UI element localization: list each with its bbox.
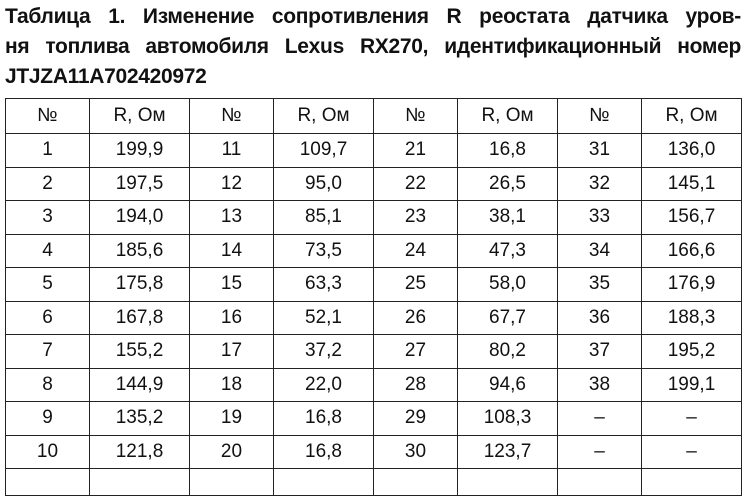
cell-resistance: 63,3	[274, 268, 374, 302]
cell-number: 7	[6, 335, 90, 369]
table-caption	[5, 2, 741, 92]
cell-resistance: 185,6	[90, 234, 190, 268]
table-row	[6, 435, 742, 469]
cell-number: 18	[190, 368, 274, 402]
cell-resistance: 58,0	[458, 268, 558, 302]
empty-cell	[458, 469, 558, 496]
cell-resistance: 167,8	[90, 301, 190, 335]
table-row	[6, 167, 742, 201]
cell-number: 19	[190, 402, 274, 436]
cell-resistance: 26,5	[458, 167, 558, 201]
cell-number: 15	[190, 268, 274, 302]
cell-resistance: 16,8	[458, 134, 558, 168]
cell-number: 3	[6, 201, 90, 235]
table-header-row	[6, 99, 742, 134]
cell-number: 38	[558, 368, 642, 402]
empty-cell	[90, 469, 190, 496]
cell-number: 22	[374, 167, 458, 201]
cell-resistance: 121,8	[90, 435, 190, 469]
cell-resistance: 175,8	[90, 268, 190, 302]
cell-resistance: 197,5	[90, 167, 190, 201]
cell-number: 12	[190, 167, 274, 201]
cell-number: 26	[374, 301, 458, 335]
cell-number: 11	[190, 134, 274, 168]
cell-number: 31	[558, 134, 642, 168]
caption-line-2: ня топлива автомобиля Lexus RX270, идентификационный номер	[5, 35, 741, 58]
cell-resistance: 194,0	[90, 201, 190, 235]
cell-number: 9	[6, 402, 90, 436]
cell-number: 23	[374, 201, 458, 235]
caption-line-1: Таблица 1. Изменение сопротивления R реостата датчика уров-	[5, 5, 741, 28]
cell-number: 36	[558, 301, 642, 335]
header-resistance: R, Ом	[90, 99, 190, 134]
cell-number: 25	[374, 268, 458, 302]
cell-number: 33	[558, 201, 642, 235]
cell-resistance: 199,1	[642, 368, 742, 402]
header-number: №	[374, 99, 458, 134]
empty-cell	[558, 469, 642, 496]
cell-resistance: 136,0	[642, 134, 742, 168]
cell-resistance: 135,2	[90, 402, 190, 436]
cell-resistance: 37,2	[274, 335, 374, 369]
header-number: №	[190, 99, 274, 134]
cell-number: 1	[6, 134, 90, 168]
cell-number: 16	[190, 301, 274, 335]
cell-resistance: 176,9	[642, 268, 742, 302]
table-empty-row	[6, 469, 742, 496]
cell-number: –	[558, 402, 642, 436]
cell-resistance: 80,2	[458, 335, 558, 369]
cell-number: 34	[558, 234, 642, 268]
table-row	[6, 134, 742, 168]
cell-resistance: 144,9	[90, 368, 190, 402]
cell-resistance: –	[642, 435, 742, 469]
table-row	[6, 268, 742, 302]
empty-cell	[6, 469, 90, 496]
resistance-table-container	[5, 98, 741, 496]
cell-number: 10	[6, 435, 90, 469]
cell-resistance: 188,3	[642, 301, 742, 335]
table-row	[6, 301, 742, 335]
cell-resistance: 16,8	[274, 402, 374, 436]
cell-resistance: 199,9	[90, 134, 190, 168]
table-row	[6, 234, 742, 268]
cell-resistance: 47,3	[458, 234, 558, 268]
table-row	[6, 335, 742, 369]
cell-resistance: 166,6	[642, 234, 742, 268]
table-row	[6, 201, 742, 235]
cell-resistance: 16,8	[274, 435, 374, 469]
cell-resistance: 145,1	[642, 167, 742, 201]
resistance-table	[5, 98, 742, 496]
header-number: №	[558, 99, 642, 134]
cell-number: 13	[190, 201, 274, 235]
cell-number: 32	[558, 167, 642, 201]
cell-number: 29	[374, 402, 458, 436]
cell-number: –	[558, 435, 642, 469]
cell-resistance: 52,1	[274, 301, 374, 335]
cell-resistance: 156,7	[642, 201, 742, 235]
cell-resistance: 22,0	[274, 368, 374, 402]
empty-cell	[374, 469, 458, 496]
cell-number: 2	[6, 167, 90, 201]
header-resistance: R, Ом	[458, 99, 558, 134]
cell-resistance: 109,7	[274, 134, 374, 168]
table-row	[6, 368, 742, 402]
cell-resistance: 67,7	[458, 301, 558, 335]
empty-cell	[190, 469, 274, 496]
cell-number: 4	[6, 234, 90, 268]
table-body	[6, 134, 742, 496]
cell-number: 24	[374, 234, 458, 268]
cell-resistance: 95,0	[274, 167, 374, 201]
cell-resistance: 94,6	[458, 368, 558, 402]
cell-number: 8	[6, 368, 90, 402]
empty-cell	[642, 469, 742, 496]
cell-number: 6	[6, 301, 90, 335]
cell-number: 35	[558, 268, 642, 302]
cell-resistance: 85,1	[274, 201, 374, 235]
cell-number: 21	[374, 134, 458, 168]
cell-number: 28	[374, 368, 458, 402]
cell-resistance: 155,2	[90, 335, 190, 369]
cell-number: 27	[374, 335, 458, 369]
cell-resistance: 73,5	[274, 234, 374, 268]
cell-number: 20	[190, 435, 274, 469]
cell-number: 17	[190, 335, 274, 369]
header-resistance: R, Ом	[274, 99, 374, 134]
cell-number: 14	[190, 234, 274, 268]
cell-number: 30	[374, 435, 458, 469]
cell-resistance: 123,7	[458, 435, 558, 469]
cell-resistance: 38,1	[458, 201, 558, 235]
cell-resistance: 195,2	[642, 335, 742, 369]
caption-line-3: JTJZA11A702420972	[5, 65, 207, 88]
header-number: №	[6, 99, 90, 134]
cell-number: 37	[558, 335, 642, 369]
header-resistance: R, Ом	[642, 99, 742, 134]
cell-resistance: 108,3	[458, 402, 558, 436]
cell-resistance: –	[642, 402, 742, 436]
empty-cell	[274, 469, 374, 496]
cell-number: 5	[6, 268, 90, 302]
table-row	[6, 402, 742, 436]
